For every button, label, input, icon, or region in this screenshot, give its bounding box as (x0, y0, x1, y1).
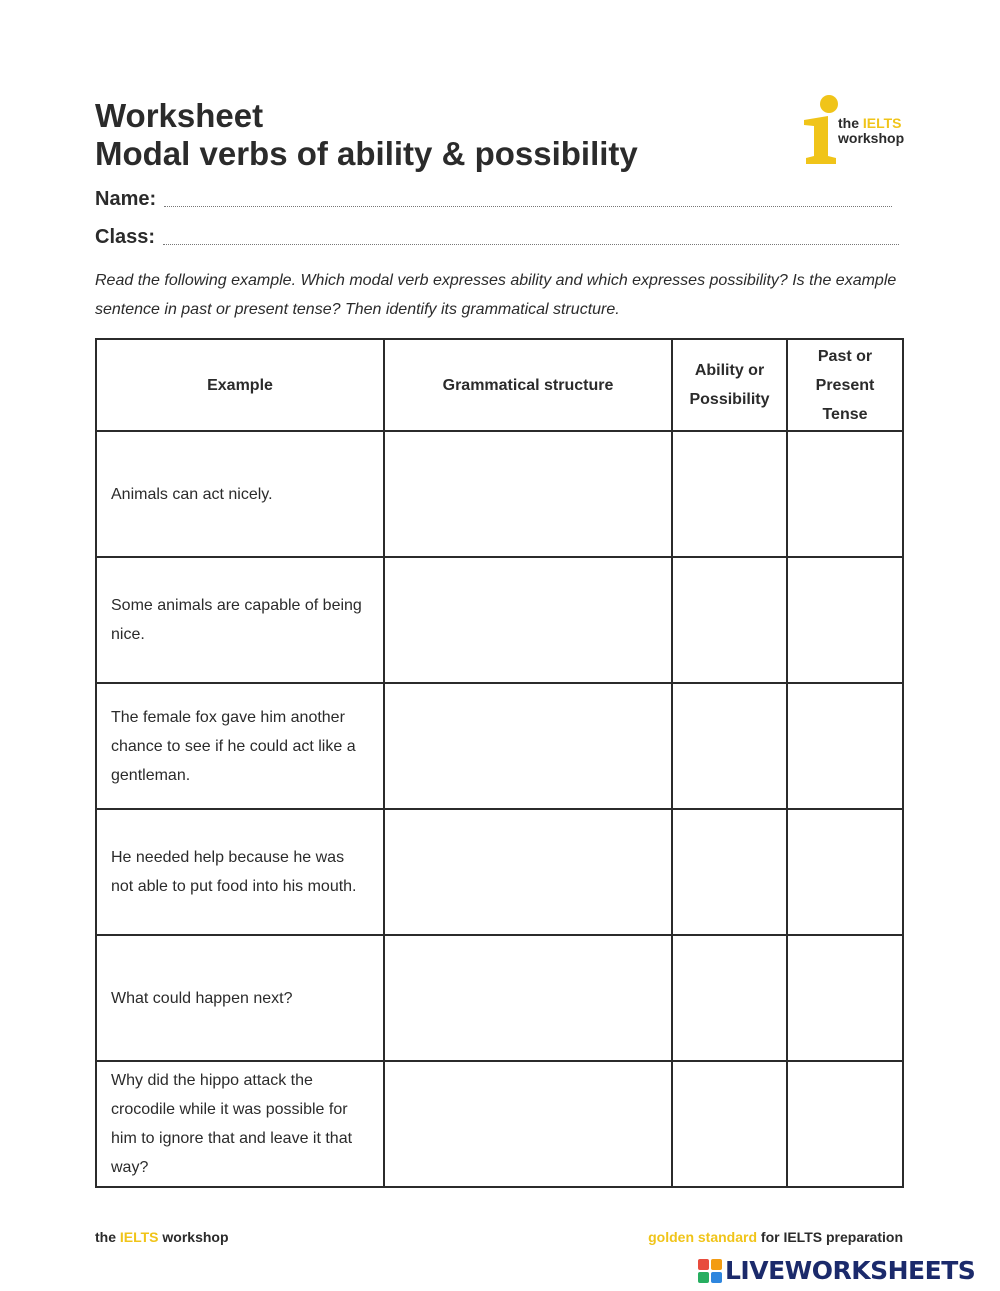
table-row (96, 683, 903, 809)
table-row (96, 809, 903, 935)
name-label: Name: (95, 188, 157, 210)
class-label: Class: (95, 226, 156, 248)
header-example: Example (96, 339, 384, 431)
footer-rest: for IELTS preparation (760, 1229, 903, 1245)
structure-cell[interactable] (384, 1061, 672, 1187)
footer-workshop: workshop (162, 1229, 229, 1245)
ability-cell[interactable] (672, 683, 787, 809)
tense-cell[interactable] (787, 683, 903, 809)
structure-cell[interactable] (384, 557, 672, 683)
ability-cell[interactable] (672, 809, 787, 935)
tense-cell[interactable] (787, 809, 903, 935)
example-cell: He needed help because he was not able to put food into his mouth. (96, 809, 384, 935)
worksheet-title (95, 97, 638, 173)
example-cell: Why did the hippo attack the crocodile while it was possible for him to ignore that and leave it that way? (96, 1061, 384, 1187)
tense-cell[interactable] (787, 1061, 903, 1187)
class-line[interactable] (163, 243, 899, 245)
example-cell: Animals can act nicely. (96, 431, 384, 557)
example-cell: Some animals are capable of being nice. (96, 557, 384, 683)
logo-ielts: IELTS (862, 115, 902, 131)
class-field[interactable] (95, 226, 899, 249)
example-cell: The female fox gave him another chance to see if he could act like a gentleman. (96, 683, 384, 809)
tense-cell[interactable] (787, 557, 903, 683)
structure-cell[interactable] (384, 809, 672, 935)
ability-cell[interactable] (672, 557, 787, 683)
footer-golden: golden standard (648, 1229, 758, 1245)
footer-the: the (95, 1229, 116, 1245)
title-line-2: Modal verbs of ability & possibility (95, 135, 638, 172)
table-row (96, 431, 903, 557)
instructions-text: Read the following example. Which modal verb expresses ability and which expresses possibility? Is the example sentence in past or present tense? Then identify its grammatical structure. (95, 272, 897, 318)
footer-tagline (648, 1229, 903, 1245)
logo-text (838, 116, 904, 146)
name-line[interactable] (164, 205, 892, 207)
liveworksheets-icon (698, 1259, 722, 1283)
footer-brand (95, 1229, 229, 1245)
header-structure: Grammatical structure (384, 339, 672, 431)
i-letter-logo-icon (800, 94, 840, 168)
name-field[interactable] (95, 188, 892, 211)
logo-workshop: workshop (838, 130, 905, 146)
worksheet-table (95, 338, 904, 1188)
header-ability: Ability or Possibility (672, 339, 787, 431)
structure-cell[interactable] (384, 935, 672, 1061)
table-row (96, 557, 903, 683)
header-tense: Past or Present Tense (787, 339, 903, 431)
table-row (96, 1061, 903, 1187)
logo-the: the (838, 115, 859, 131)
example-cell: What could happen next? (96, 935, 384, 1061)
title-line-1: Worksheet (95, 97, 264, 134)
tense-cell[interactable] (787, 935, 903, 1061)
liveworksheets-watermark (698, 1256, 975, 1285)
ability-cell[interactable] (672, 431, 787, 557)
ielts-logo (800, 94, 910, 168)
liveworksheets-text: LIVEWORKSHEETS (725, 1256, 976, 1285)
tense-cell[interactable] (787, 431, 903, 557)
structure-cell[interactable] (384, 683, 672, 809)
table-header-row (96, 339, 903, 431)
table-row (96, 935, 903, 1061)
footer-ielts: IELTS (119, 1229, 159, 1245)
structure-cell[interactable] (384, 431, 672, 557)
ability-cell[interactable] (672, 1061, 787, 1187)
ability-cell[interactable] (672, 935, 787, 1061)
